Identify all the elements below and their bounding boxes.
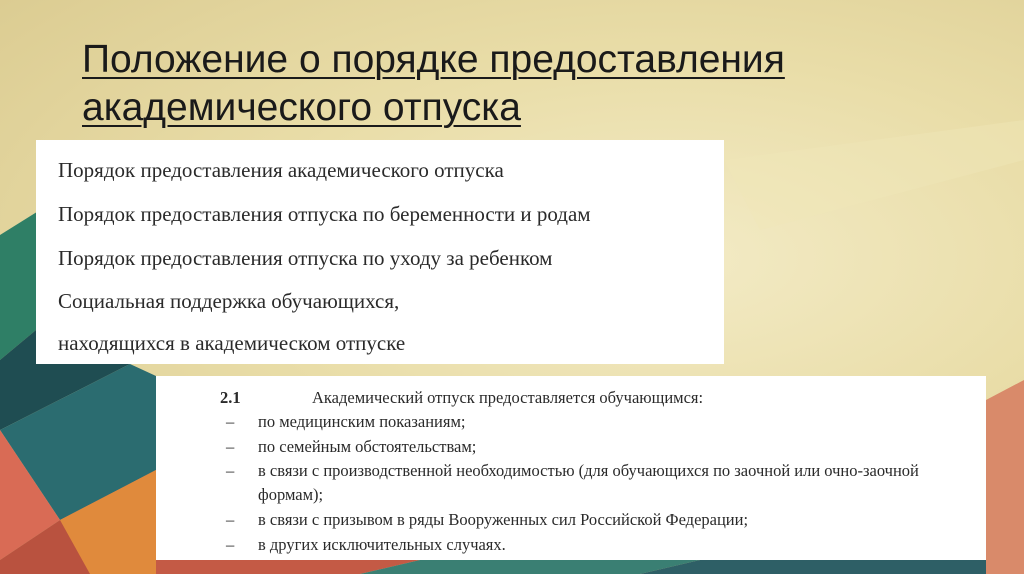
shard-right (986, 380, 1024, 574)
topic-item: Порядок предоставления академического отпуска (58, 158, 504, 182)
clause-number: 2.1 (220, 388, 241, 407)
shard-light (724, 120, 1024, 230)
dash-marker: – (226, 437, 235, 456)
shard-bottom-dark (640, 560, 986, 574)
dash-marker: – (226, 461, 235, 480)
list-item (226, 434, 986, 459)
list-item-text: по медицинским показаниям; (258, 412, 466, 431)
slide-title: Положение о порядке предоставления академического отпуска (82, 38, 785, 129)
clause-box (156, 376, 986, 560)
topic-item: Порядок предоставления отпуска по уходу за ребенком (58, 246, 553, 270)
clause-intro: Академический отпуск предоставляется обучающимся: (312, 388, 704, 407)
topics-box (36, 140, 724, 364)
topic-item: Порядок предоставления отпуска по беременности и родам (58, 202, 591, 226)
list-item (226, 459, 978, 507)
list-item-text: по семейным обстоятельствам; (258, 437, 477, 456)
dash-marker: – (226, 510, 235, 529)
list-item-text: в связи с призывом в ряды Вооруженных сил Российской Федерации; (258, 510, 749, 529)
list-item-text: в других исключительных случаях. (258, 535, 506, 554)
list-item (226, 532, 986, 557)
clause-heading (220, 386, 986, 409)
dash-marker: – (226, 535, 235, 554)
list-item (226, 507, 986, 532)
topic-item: Социальная поддержка обучающихся, находящихся в академическом отпуске (58, 289, 406, 355)
list-item-text: в связи с производственной необходимостью (для обучающихся по заочной или очно-заочной формам); (258, 461, 919, 504)
list-item (226, 409, 986, 434)
dash-marker: – (226, 412, 235, 431)
